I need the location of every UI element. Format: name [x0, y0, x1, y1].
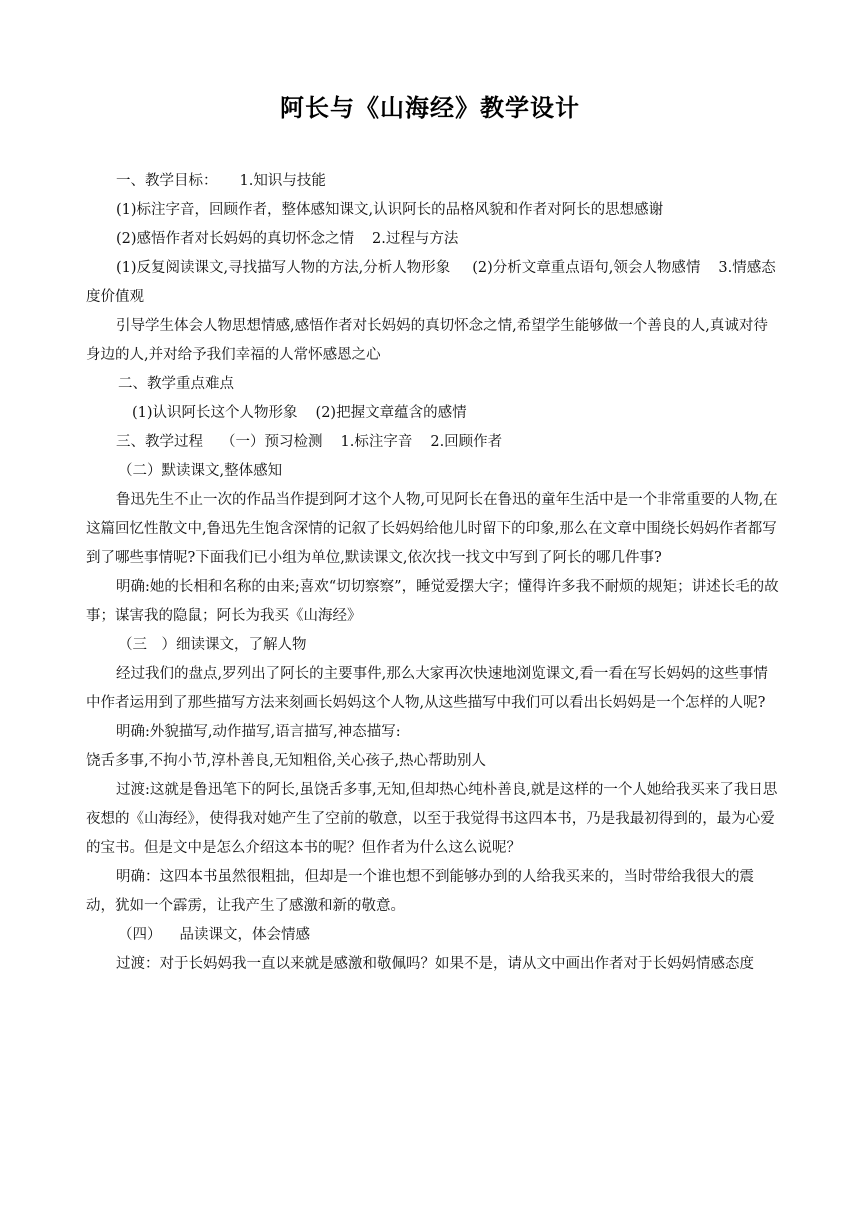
subheading — [86, 921, 780, 950]
paragraph: 明确：这四本书虽然很粗拙，但却是一个谁也想不到能够办到的人给我买来的，当时带给我很大的震动，犹如一个霹雳，让我产生了感激和新的敬意。 — [86, 869, 754, 914]
paragraph: 经过我们的盘点,罗列出了阿长的主要事件,那么大家再次快速地浏览课文,看一看在写长妈妈的这些事情中作者运用到了那些描写方法来刻画长妈妈这个人物,从这些描写中我们可以看出长妈妈是一个怎样的人呢? — [86, 666, 768, 711]
document-body — [86, 167, 780, 979]
paragraph — [86, 225, 780, 254]
paragraph: 明确:外貌描写,动作描写,语言描写,神态描写: — [116, 724, 401, 740]
paragraph: 过渡：对于长妈妈我一直以来就是感激和敬佩吗？如果不是，请从文中画出作者对于长妈妈情感态度 — [116, 956, 754, 972]
subheading: （三 ）细读课文，了解人物 — [118, 637, 307, 653]
heading-text: 一、教学目标： — [116, 173, 218, 189]
paragraph: 过渡:这就是鲁迅笔下的阿长,虽饶舌多事,无知,但却热心纯朴善良,就是这样的一个人她给我买来了我日思夜想的《山海经》，使得我对她产生了空前的敬意，以至于我觉得书这四本书，乃是我最初得到的，最为心爱的宝书。但是文中是怎么介绍这本书的呢？但作者为什么这么说呢？ — [86, 782, 778, 856]
subheading-text: 3.情感态度价值观 — [86, 260, 776, 305]
paragraph: 明确:她的长相和名称的由来;喜欢“切切察察”，睡觉爱摆大字；懂得许多我不耐烦的规矩；讲述长毛的故事；谋害我的隐鼠；阿长为我买《山海经》 — [86, 579, 779, 624]
paragraph: (1)标注字音，回顾作者，整体感知课文,认识阿长的品格风貌和作者对阿长的思想感谢 — [116, 202, 664, 218]
section-heading-key-points: 二、教学重点难点 — [118, 376, 234, 392]
paragraph: 饶舌多事,不拘小节,淳朴善良,无知粗俗,关心孩子,热心帮助别人 — [86, 753, 487, 769]
line-text: (2)分析文章重点语句,领会人物感情 — [472, 260, 701, 276]
line-text: 2.回顾作者 — [430, 434, 503, 450]
paragraph — [86, 399, 780, 428]
line-text: 1.标注字音 — [340, 434, 413, 450]
line-text: (1)认识阿长这个人物形象 — [132, 405, 298, 421]
section-heading-objectives — [86, 167, 780, 196]
paragraph: 引导学生体会人物思想情感,感悟作者对长妈妈的真切怀念之情,希望学生能够做一个善良的人,真诚对待身边的人,并对给予我们幸福的人常怀感恩之心 — [86, 318, 768, 363]
subheading-text: 2.过程与方法 — [372, 231, 459, 247]
subheading-text: （一）预习检测 — [221, 434, 323, 450]
subheading-text: 品读课文，体会情感 — [179, 927, 310, 943]
section-heading-process — [86, 428, 780, 457]
line-text: (1)反复阅读课文,寻找描写人物的方法,分析人物形象 — [116, 260, 451, 276]
line-text: (2)感悟作者对长妈妈的真切怀念之情 — [116, 231, 355, 247]
page-title: 阿长与《山海经》教学设计 — [280, 94, 580, 122]
line-text: (2)把握文章蕴含的感情 — [315, 405, 467, 421]
subheading: （二）默读课文,整体感知 — [118, 463, 283, 479]
heading-text: 三、教学过程 — [116, 434, 203, 450]
paragraph — [86, 254, 780, 312]
subheading-text: 1.知识与技能 — [239, 173, 326, 189]
paragraph: 鲁迅先生不止一次的作品当作提到阿才这个人物,可见阿长在鲁迅的童年生活中是一个非常重要的人物,在这篇回忆性散文中,鲁迅先生饱含深情的记叙了长妈妈给他儿时留下的印象,那么在文章中围绕长妈妈作者都写到了哪些事情呢?下面我们已小组为单位,默读课文,依次找一找文中写到了阿长的哪几件事? — [86, 492, 778, 566]
heading-text: （四） — [118, 927, 162, 943]
